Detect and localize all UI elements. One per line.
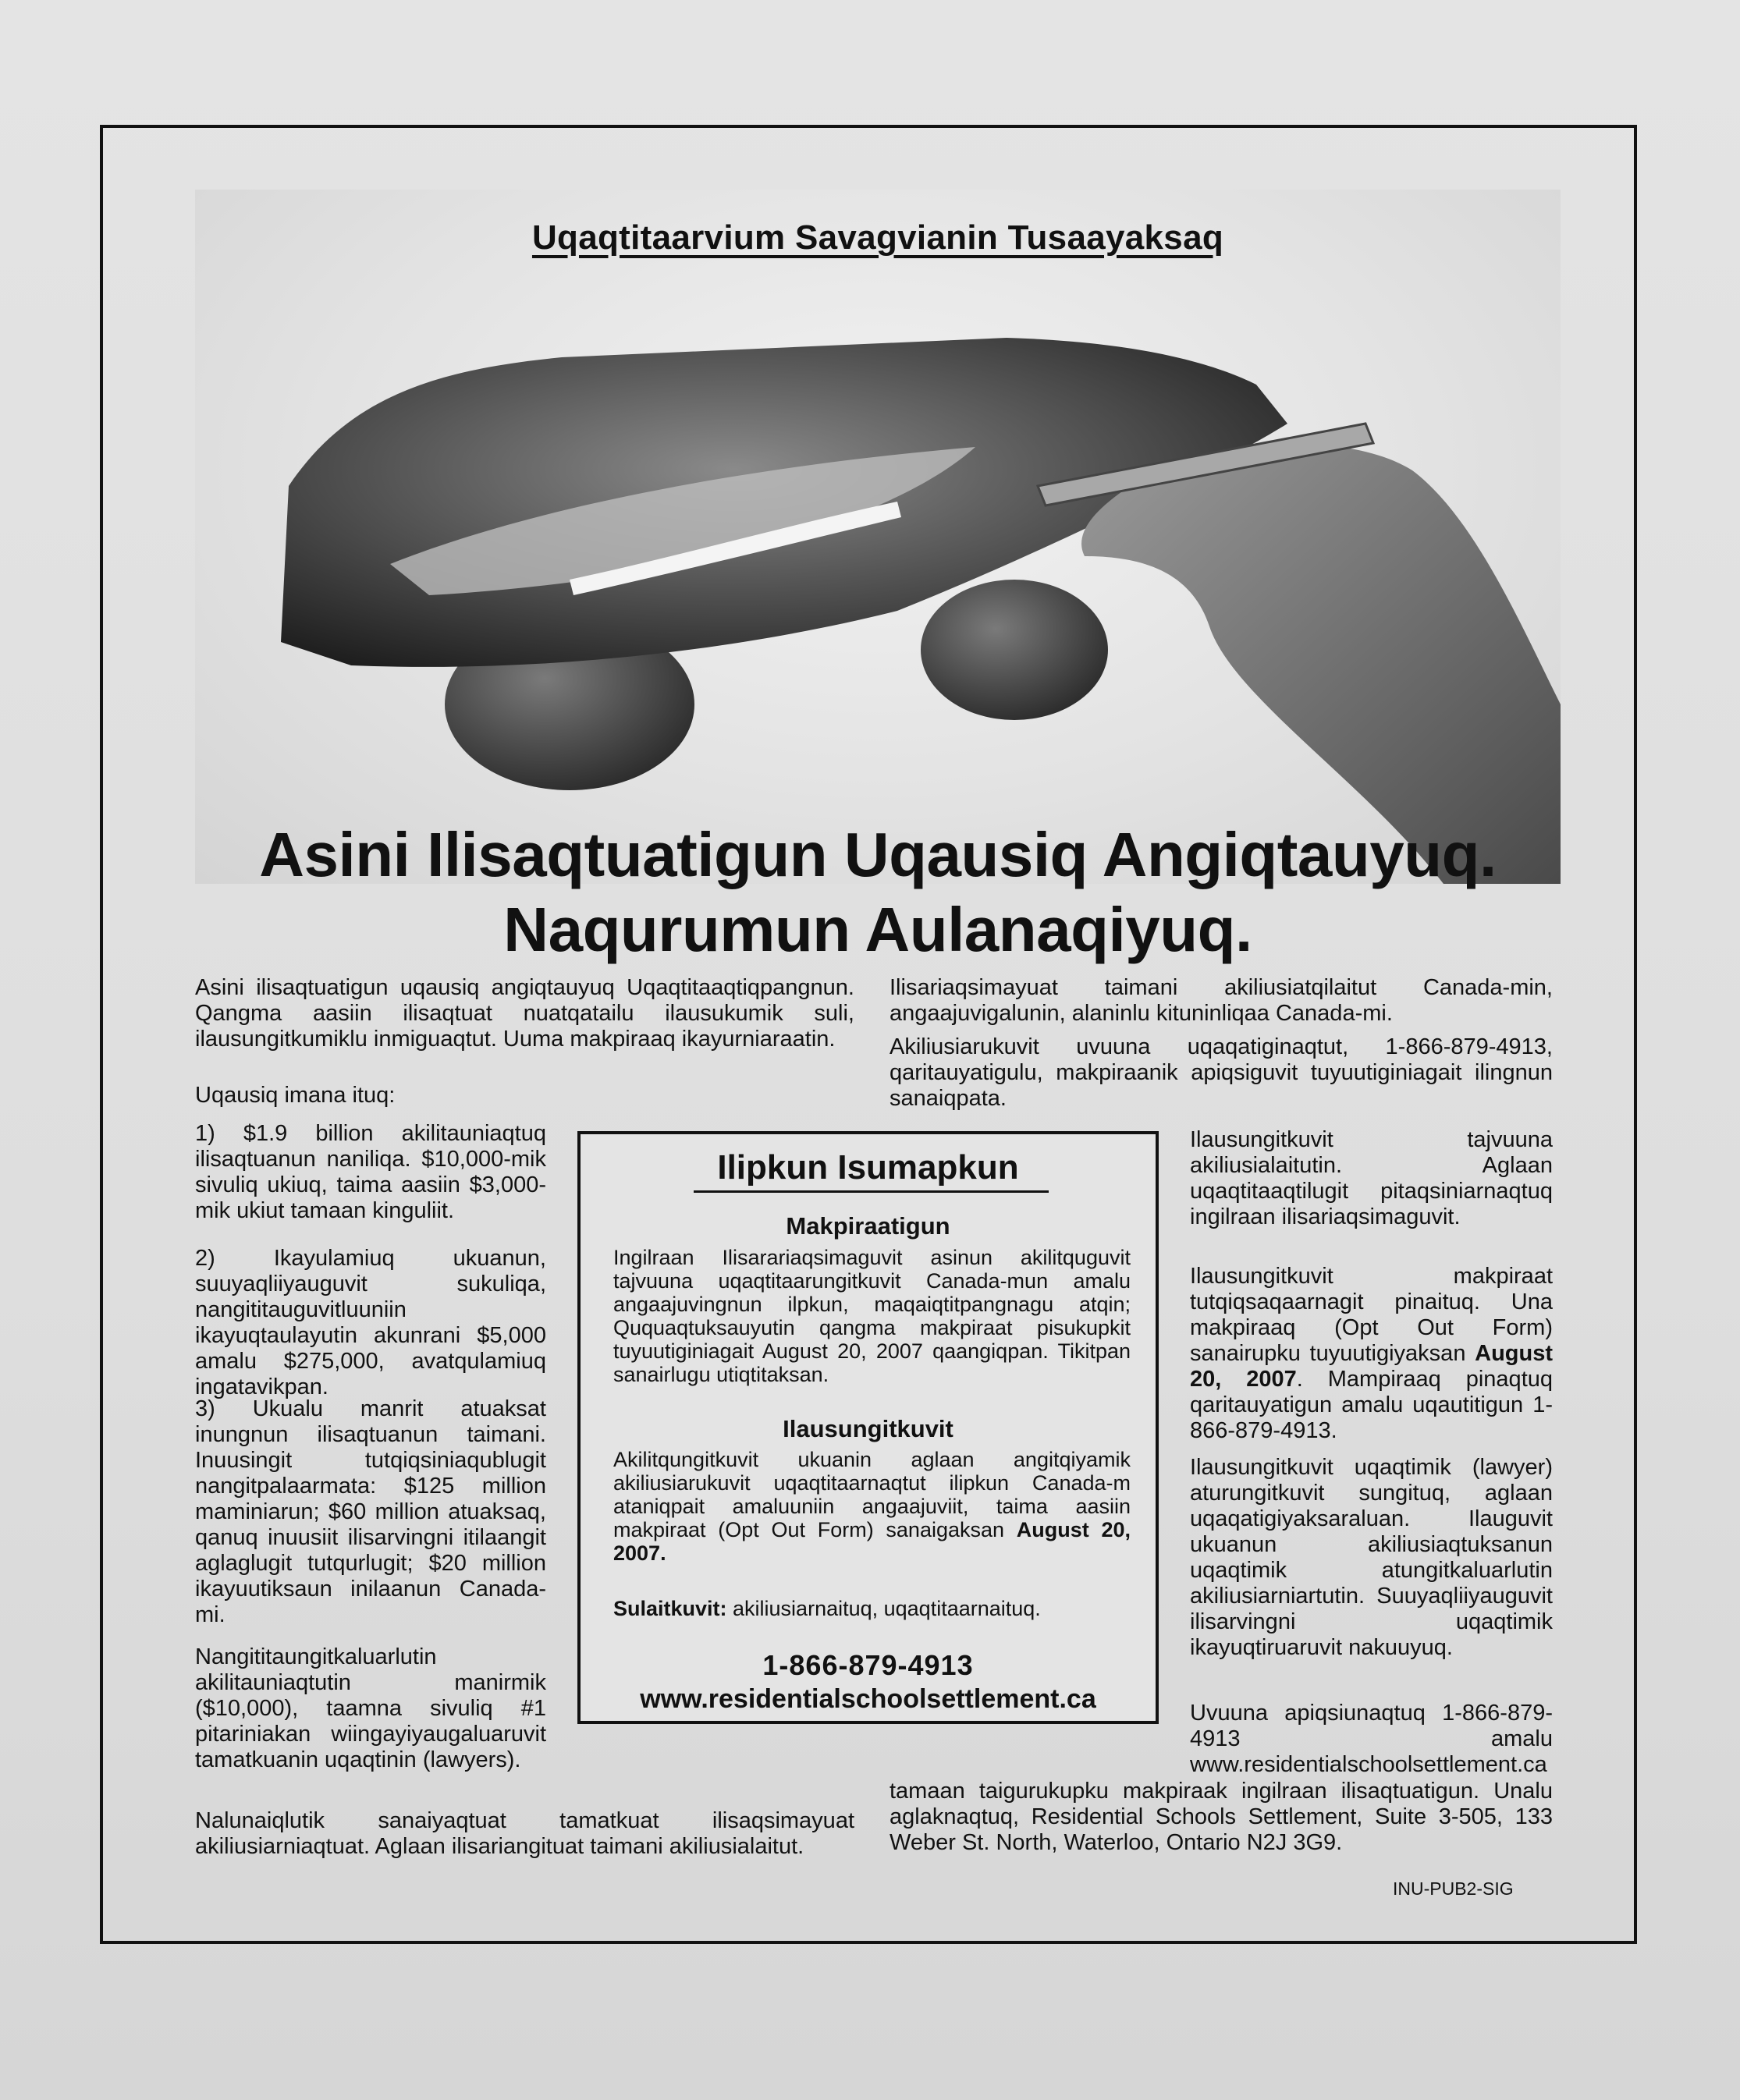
right-para-3 bbox=[1190, 1127, 1553, 1230]
right-para-1: Ilisariaqsimayuat taimani akiliusiatqilaitut Canada-min, angaajuvigalunin, alaninlu kituninliqaa Canada-mi. bbox=[890, 975, 1553, 1026]
box-para-3-label: Sulaitkuvit: bbox=[613, 1597, 727, 1620]
left-para-5: Nalunaiqlutik sanaiyaqtuat tamatkuat ilisaqsimayuat akiliusiarniaqtuat. Aglaan ilisariangituat taimani akiliusialaitut. bbox=[195, 1808, 854, 1859]
box-phone: 1-866-879-4913 bbox=[762, 1649, 974, 1681]
box-heading-1: Makpiraatigun bbox=[786, 1212, 950, 1240]
box-para-3-text: akiliusiarnaituq, uqaqtitaarnaituq. bbox=[726, 1597, 1041, 1620]
headline-line-1: Asini Ilisaqtuatigun Uqausiq Angiqtauyuq. bbox=[259, 820, 1497, 889]
headline bbox=[195, 818, 1561, 967]
support-stone-right bbox=[921, 580, 1108, 720]
kicker-title: Uqaqtitaarvium Savagvianin Tusaayaksaq bbox=[531, 218, 1224, 257]
list-intro: Uqausiq imana ituq: bbox=[195, 1083, 396, 1108]
box-para-2-date: August 20, 2007. bbox=[613, 1518, 1131, 1565]
list-item-3: 3) Ukualu manrit atuaksat inungnun ilisaqtuanun taimani. Inuusingit tutqiqsiniaqublugit nangitpalaarmata: $125 million maminiarun; $60 million atuaksaq, qanuq inuusiit ilisarvingni itilaangit aglaglugit tutqurlugit; $20 million ikayuutiksaun inilaanun Canada-mi. bbox=[195, 1396, 546, 1627]
right-para-4-date: August 20, 2007 bbox=[1190, 1341, 1554, 1392]
publication-code: INU-PUB2-SIG bbox=[1393, 1878, 1514, 1899]
left-para-4: Nangititaungitkaluarlutin akilitauniaqtutin manirmik ($10,000), taamna sivuliq #1 pitariniakan wiingayiyaugaluaruvit tamatkuanin uqaqtinin (lawyers). bbox=[195, 1644, 546, 1772]
right-para-4-text-b: . Mampiraaq pinaqtuq qaritauyatigun amalu uqautitigun 1-866-879-4913. bbox=[1190, 1367, 1554, 1443]
info-box bbox=[577, 1131, 1159, 1724]
right-para-7: tamaan taigurukupku makpiraak ingilraan ilisaqtuatigun. Unalu aglaknaqtuq, Residential Schools Settlement, Suite 3-505, 133 Weber St. North, Waterloo, Ontario N2J 3G9. bbox=[890, 1779, 1553, 1855]
right-para-4-text-a: Ilausungitkuvit makpiraat tutqiqsaqaarnagit pinaituq. Una makpiraaq (Opt Out Form) sanairupku tuyuutigiyaksan bbox=[1190, 1264, 1553, 1366]
box-para-1: Ingilraan Ilisarariaqsimaguvit asinun akilitquguvit tajvuuna uqaqtitaarungitkuvit Canada-mun amalu angaajuvingnun ilpkun, maqaiqtitpangnagu atqin; Ququaqtuksauyutin qangma makpiraat pisukupkit tuyuutiginiagait August 20, 2007 qaangiqpan. Tikitpan sanairlugu utiqtitaksan. bbox=[613, 1246, 1131, 1386]
box-para-2 bbox=[613, 1448, 1131, 1565]
right-para-3-text: Ilausungitkuvit tajvuuna akiliusialaitutin. Aglaan uqaqtitaaqtilugit pitaqsiniarnaqtuq ingilraan ilisariaqsimaguvit. bbox=[1190, 1127, 1553, 1229]
list-item-1: 1) $1.9 billion akilitauniaqtuq ilisaqtuanun naniliqa. $10,000-mik sivuliq ukiuq, taima aasiin $3,000-mik ukiut tamaan kinguliit. bbox=[195, 1121, 546, 1223]
box-title: Ilipkun Isumapkun bbox=[717, 1148, 1019, 1187]
right-para-5: Ilausungitkuvit uqaqtimik (lawyer) aturungitkuvit sungituq, aglaan uqaqatigiyaksaraluan. Ilauguvit ukuanun akiliusiaqtuksanun uqaqtimik atungitkaluarlutin akiliusiarniartutin. Suuyaqliiyauguvit ilisarvingni uqaqtimik ikayuqtiruaruvit nakuuyuq. bbox=[1190, 1455, 1553, 1660]
box-url[interactable]: www.residentialschoolsettlement.ca bbox=[640, 1684, 1096, 1714]
headline-line-2: Naqurumun Aulanaqiyuq. bbox=[503, 895, 1252, 964]
box-title-rule bbox=[694, 1190, 1049, 1193]
box-para-2-text: Akilitqungitkuvit ukuanin aglaan angitqiyamik akiliusiarukuvit uqaqtitaarnaqtut ilipkun Canada-m ataniqpait amaluuniin angaajuviit, taima aasiin makpiraat (Opt Out Form) sanaigaksan bbox=[613, 1448, 1131, 1541]
right-para-6: Uvuuna apiqsiunaqtuq 1-866-879-4913 amalu www.residentialschoolsettlement.ca bbox=[1190, 1701, 1553, 1777]
right-para-2: Akiliusiarukuvit uvuuna uqaqatiginaqtut, 1-866-879-4913, qaritauyatigulu, makpiraanik apiqsiguvit tuyuutiginiagait ilingnun sanaiqpata. bbox=[890, 1034, 1553, 1111]
soapstone-lamp-photo bbox=[195, 190, 1561, 884]
hero-photo bbox=[195, 190, 1561, 884]
right-para-4 bbox=[1190, 1264, 1553, 1444]
box-heading-2: Ilausungitkuvit bbox=[783, 1415, 953, 1442]
list-item-2: 2) Ikayulamiuq ukuanun, suuyaqliiyauguvit sukuliqa, nangititauguvitluuniin ikayuqtaulayutin akunrani $5,000 amalu $275,000, avatqulamiuq ingatavikpan. bbox=[195, 1246, 546, 1399]
box-para-3 bbox=[613, 1597, 1131, 1620]
left-intro: Asini ilisaqtuatigun uqausiq angiqtauyuq Uqaqtitaaqtiqpangnun. Qangma aasiin ilisaqtuat nuatqatailu ilausukumik suli, ilausungitkumiklu inmiguaqtut. Uuma makpiraaq ikayurniaraatin. bbox=[195, 975, 854, 1052]
